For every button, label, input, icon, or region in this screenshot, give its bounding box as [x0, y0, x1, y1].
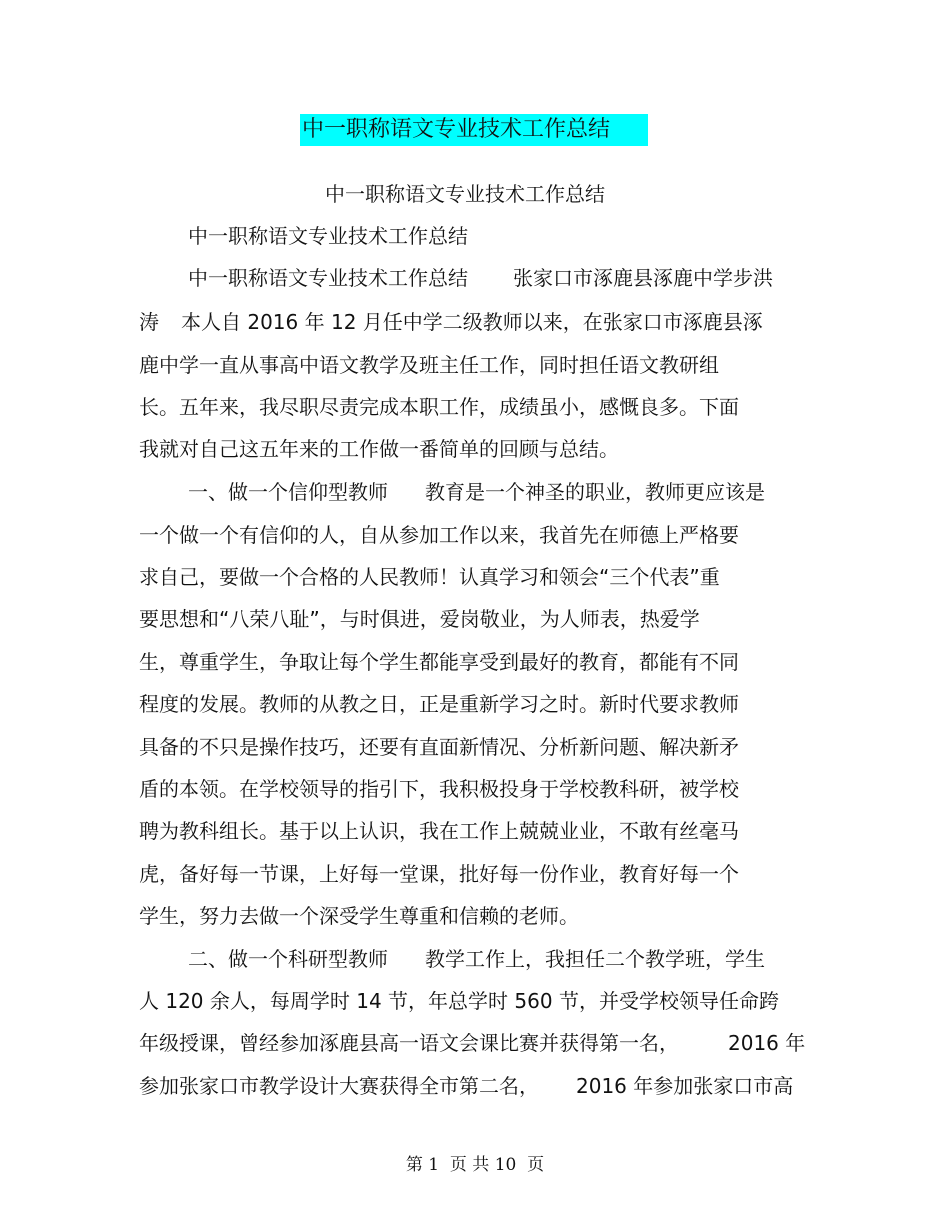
paragraph-line: 学生，努力去做一个深受学生尊重和信赖的老师。 [139, 904, 579, 928]
paragraph-line: 虎，备好每一节课，上好每一堂课，批好每一份作业，教育好每一个 [139, 862, 739, 886]
document-title: 中一职称语文专业技术工作总结 [302, 117, 611, 142]
section-heading: 二、做一个科研型教师 [188, 947, 388, 971]
section-heading: 一、做一个信仰型教师 [188, 480, 388, 504]
paragraph-line: 张家口市涿鹿县涿鹿中学步洪 [513, 266, 773, 290]
paragraph-line: 聘为教科组长。基于以上认识，我在工作上兢兢业业，不敢有丝毫马 [139, 819, 739, 843]
paragraph-line: 要思想和“八荣八耻”，与时俱进，爱岗敬业，为人师表，热爱学 [139, 607, 700, 631]
paragraph-line: 长。五年来，我尽职尽责完成本职工作，成绩虽小，感慨良多。下面 [139, 395, 739, 419]
subtitle: 中一职称语文专业技术工作总结 [325, 182, 605, 206]
paragraph-line: 2016 年参加张家口市高 [576, 1074, 794, 1098]
paragraph-line: 我就对自己这五年来的工作做一番简单的回顾与总结。 [139, 437, 619, 461]
paragraph-line: 盾的本领。在学校领导的指引下，我积极投身于学校教科研，被学校 [139, 777, 739, 801]
paragraph-line: 求自己，要做一个合格的人民教师！认真学习和领会“三个代表”重 [139, 565, 720, 589]
paragraph-line: 程度的发展。教师的从教之日，正是重新学习之时。新时代要求教师 [139, 692, 739, 716]
paragraph-line: 人 120 余人，每周学时 14 节，年总学时 560 节，并受学校领导任命跨 [139, 989, 779, 1013]
paragraph-line: 教学工作上，我担任二个教学班，学生 [425, 947, 765, 971]
page-number: 第 1 页 共 10 页 [405, 1155, 545, 1175]
paragraph-line: 具备的不只是操作技巧，还要有直面新情况、分析新问题、解决新矛 [139, 735, 739, 759]
paragraph-line: 年级授课，曾经参加涿鹿县高一语文会课比赛并获得第一名， [139, 1031, 679, 1055]
paragraph-heading: 中一职称语文专业技术工作总结 [188, 224, 468, 248]
paragraph-line: 鹿中学一直从事高中语文教学及班主任工作，同时担任语文教研组 [139, 353, 719, 377]
paragraph-line: 一个做一个有信仰的人，自从参加工作以来，我首先在师德上严格要 [139, 523, 739, 547]
paragraph-line: 生，尊重学生，争取让每个学生都能享受到最好的教育，都能有不同 [139, 650, 739, 674]
paragraph-line: 本人自 2016 年 12 月任中学二级教师以来，在张家口市涿鹿县涿 [181, 310, 763, 334]
paragraph-line: 教育是一个神圣的职业，教师更应该是 [425, 480, 765, 504]
paragraph-line: 参加张家口市教学设计大赛获得全市第二名， [139, 1074, 539, 1098]
paragraph-line: 涛 [139, 310, 159, 334]
paragraph-line: 2016 年 [728, 1031, 806, 1055]
paragraph-line: 中一职称语文专业技术工作总结 [188, 266, 468, 290]
